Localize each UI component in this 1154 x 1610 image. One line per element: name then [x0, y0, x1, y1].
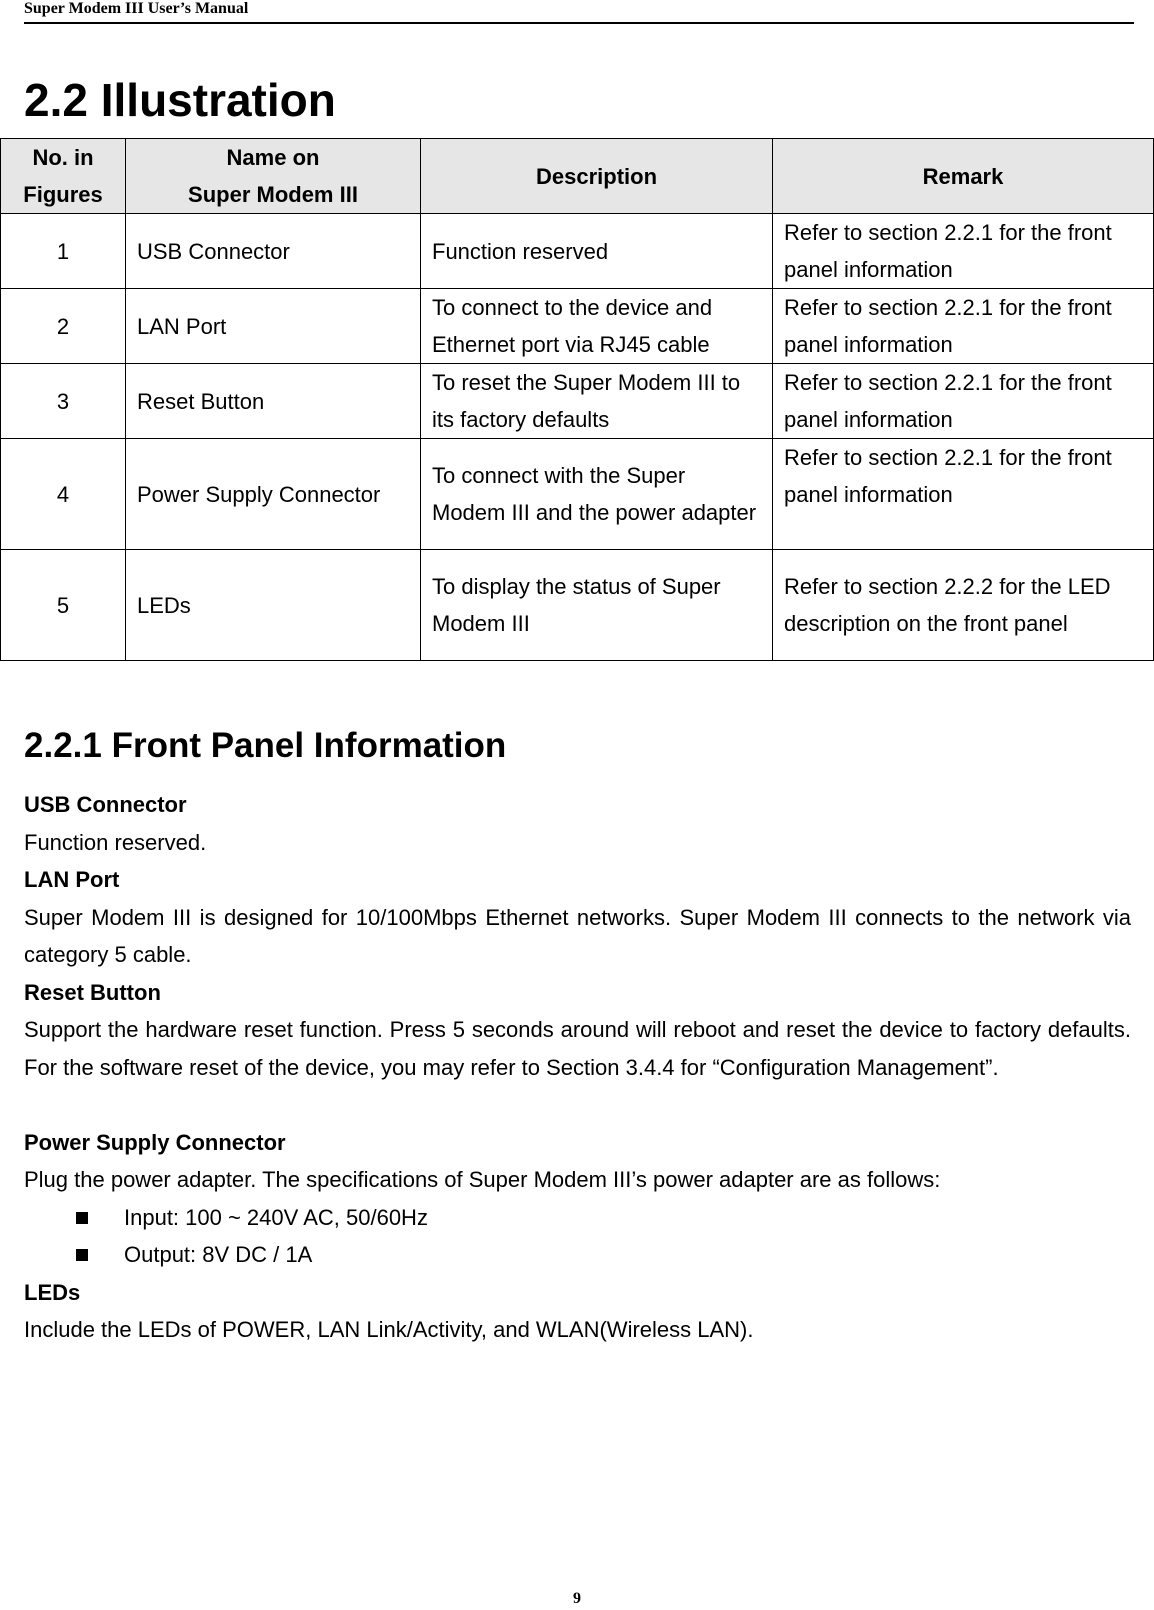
- row-no: 4: [1, 439, 126, 550]
- table-row: [1, 214, 1154, 289]
- header-name: [126, 139, 421, 214]
- header-name-line1: Name on: [226, 145, 320, 170]
- row-name: USB Connector: [126, 214, 421, 289]
- list-item: [24, 1236, 1131, 1274]
- list-item: [24, 1199, 1131, 1237]
- header-no-line1: No. in: [32, 145, 94, 170]
- row-name: LEDs: [126, 550, 421, 661]
- square-bullet-icon: [76, 1249, 88, 1261]
- paragraph-gap: [24, 1086, 1131, 1124]
- row-no: 1: [1, 214, 126, 289]
- power-heading: Power Supply Connector: [24, 1129, 286, 1155]
- table-row: [1, 550, 1154, 661]
- row-description: Function reserved: [421, 214, 773, 289]
- row-description: To reset the Super Modem III to its factory defaults: [421, 364, 773, 439]
- usb-heading: USB Connector: [24, 792, 187, 817]
- table-row: [1, 439, 1154, 550]
- section-title: 2.2 Illustration: [24, 74, 336, 126]
- power-spec-list: [24, 1199, 1131, 1274]
- row-remark: Refer to section 2.2.1 for the front panel information: [773, 289, 1154, 364]
- usb-text: Function reserved.: [24, 829, 207, 855]
- row-name: Power Supply Connector: [126, 439, 421, 550]
- subsection-title: 2.2.1 Front Panel Information: [24, 726, 507, 765]
- header-no-line2: Figures: [23, 182, 103, 207]
- row-description: To display the status of Super Modem III: [421, 550, 773, 661]
- illustration-table: [0, 138, 1154, 661]
- header-name-line2: Super Modem III: [188, 182, 358, 207]
- row-description: To connect with the Super Modem III and the power adapter: [421, 439, 773, 550]
- list-item-text: Input: 100 ~ 240V AC, 50/60Hz: [124, 1204, 428, 1230]
- row-remark: Refer to section 2.2.1 for the front panel information: [773, 364, 1154, 439]
- row-no: 5: [1, 550, 126, 661]
- row-remark: Refer to section 2.2.2 for the LED description on the front panel: [773, 550, 1154, 661]
- header-remark: Remark: [773, 139, 1154, 214]
- row-no: 2: [1, 289, 126, 364]
- header-description: Description: [421, 139, 773, 214]
- table-row: [1, 289, 1154, 364]
- square-bullet-icon: [76, 1212, 88, 1224]
- row-remark: Refer to section 2.2.1 for the front panel information: [773, 439, 1154, 550]
- running-header: Super Modem III User’s Manual: [24, 0, 1134, 24]
- row-no: 3: [1, 364, 126, 439]
- leds-text: Include the LEDs of POWER, LAN Link/Activity, and WLAN(Wireless LAN).: [24, 1317, 754, 1342]
- lan-heading: LAN Port: [24, 867, 120, 892]
- lan-text: Super Modem III is designed for 10/100Mbps Ethernet networks. Super Modem III connects to the network via category 5 cable.: [24, 904, 1131, 967]
- row-remark: Refer to section 2.2.1 for the front panel information: [773, 214, 1154, 289]
- row-name: LAN Port: [126, 289, 421, 364]
- list-item-text: Output: 8V DC / 1A: [124, 1242, 313, 1267]
- header-no: [1, 139, 126, 214]
- reset-text: Support the hardware reset function. Press 5 seconds around will reboot and reset the device to factory defaults. For the software reset of the device, you may refer to Section 3.4.4 for “Configuration Management”.: [24, 1017, 1131, 1080]
- row-name: Reset Button: [126, 364, 421, 439]
- front-panel-body: [24, 786, 1131, 1349]
- reset-heading: Reset Button: [24, 979, 161, 1005]
- table-row: [1, 364, 1154, 439]
- page-number: 9: [573, 1590, 581, 1607]
- table-header-row: [1, 139, 1154, 214]
- row-description: To connect to the device and Ethernet port via RJ45 cable: [421, 289, 773, 364]
- leds-heading: LEDs: [24, 1279, 81, 1305]
- power-text: Plug the power adapter. The specifications of Super Modem III’s power adapter are as follows:: [24, 1167, 941, 1192]
